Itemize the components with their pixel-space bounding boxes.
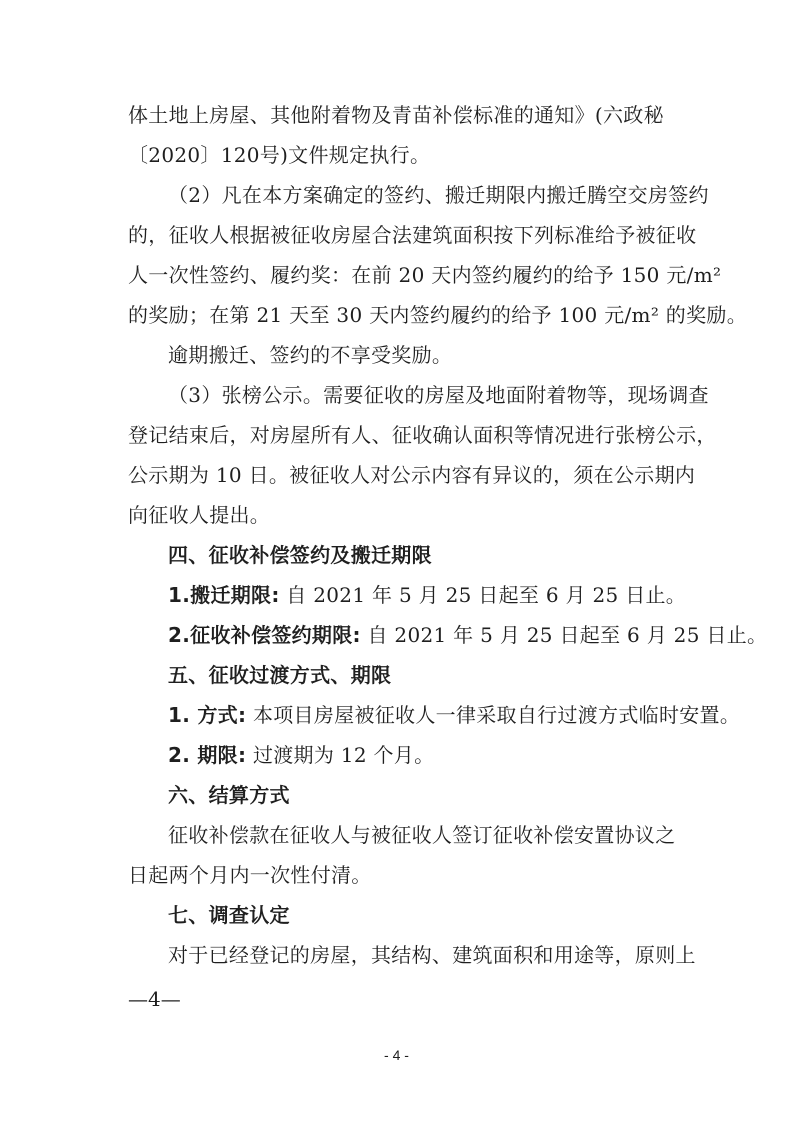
- page-mark: —4—: [128, 987, 181, 1011]
- section-heading: 六、结算方式: [168, 783, 290, 807]
- item-text: 自 2021 年 5 月 25 日起至 6 月 25 日止。: [279, 583, 687, 607]
- paragraph-line: 登记结束后，对房屋所有人、征收确认面积等情况进行张榜公示，: [128, 423, 717, 447]
- item-text: 本项目房屋被征收人一律采取自行过渡方式临时安置。: [246, 703, 741, 727]
- list-item: [168, 581, 687, 609]
- item-text: 过渡期为 12 个月。: [246, 743, 435, 767]
- list-item: [168, 621, 768, 649]
- section-heading: 七、调查认定: [168, 903, 290, 927]
- paragraph-line: 公示期为 10 日。被征收人对公示内容有异议的，须在公示期内: [128, 463, 696, 487]
- paragraph-line: 日起两个月内一次性付清。: [128, 863, 372, 887]
- item-text: 自 2021 年 5 月 25 日起至 6 月 25 日止。: [360, 623, 768, 647]
- paragraph-line: 对于已经登记的房屋，其结构、建筑面积和用途等，原则上: [168, 943, 696, 967]
- section-heading: 五、征收过渡方式、期限: [168, 663, 392, 687]
- item-label: 2. 期限:: [168, 743, 247, 767]
- paragraph-line: 向征收人提出。: [128, 503, 271, 527]
- paragraph-line: 〔2020〕120号)文件规定执行。: [128, 143, 431, 167]
- item-label: 1.搬迁期限:: [168, 583, 280, 607]
- list-item: [168, 741, 673, 769]
- paragraph-line: 人一次性签约、履约奖：在前 20 天内签约履约的给予 150 元/m²: [128, 263, 722, 287]
- paragraph-line: （3）张榜公示。需要征收的房屋及地面附着物等，现场调查: [168, 383, 709, 407]
- list-item: [168, 701, 741, 729]
- page-number: - 4 -: [384, 1047, 409, 1063]
- paragraph-line: 征收补偿款在征收人与被征收人签订征收补偿安置协议之: [168, 823, 676, 847]
- paragraph-line: 体土地上房屋、其他附着物及青苗补偿标准的通知》(六政秘: [128, 103, 664, 127]
- paragraph-line: 逾期搬迁、签约的不享受奖励。: [168, 343, 453, 367]
- paragraph-line: （2）凡在本方案确定的签约、搬迁期限内搬迁腾空交房签约: [168, 183, 709, 207]
- paragraph-line: 的，征收人根据被征收房屋合法建筑面积按下列标准给予被征收: [128, 223, 697, 247]
- item-label: 2.征收补偿签约期限:: [168, 623, 361, 647]
- item-label: 1. 方式:: [168, 703, 247, 727]
- section-heading: 四、征收补偿签约及搬迁期限: [168, 543, 432, 567]
- paragraph-line: 的奖励；在第 21 天至 30 天内签约履约的给予 100 元/m² 的奖励。: [128, 303, 747, 327]
